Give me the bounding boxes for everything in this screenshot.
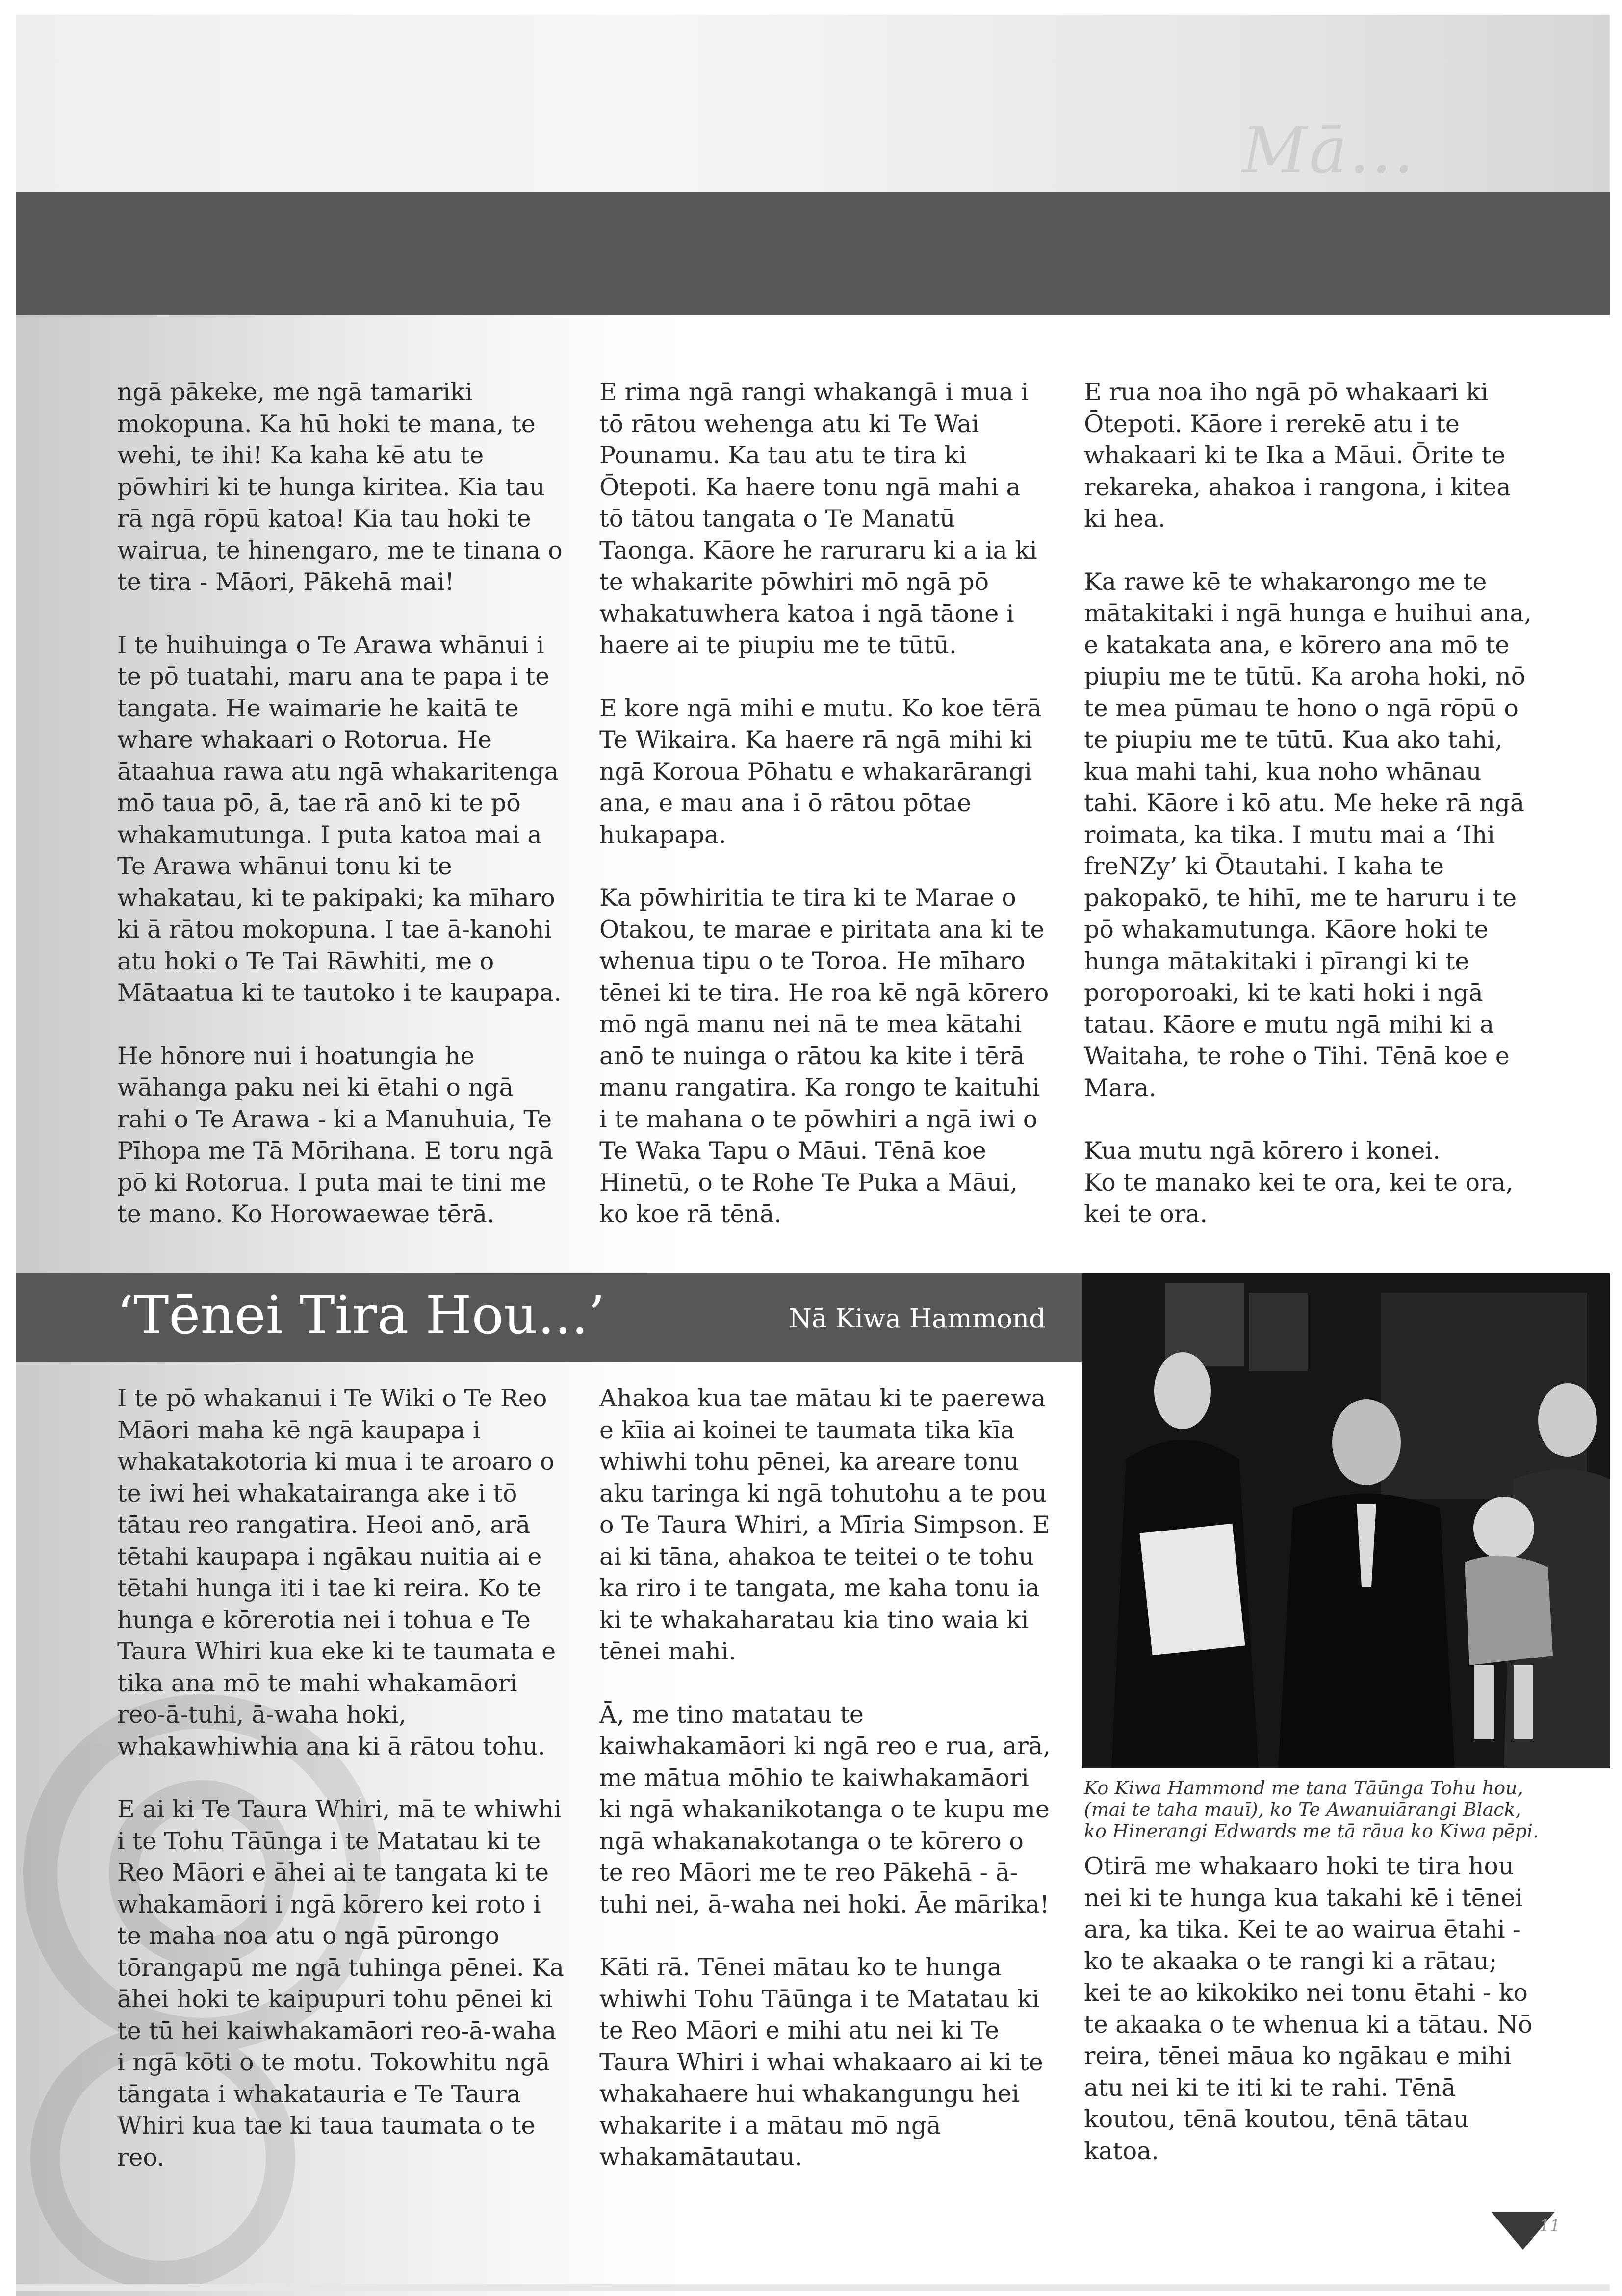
continued-column-1 bbox=[117, 377, 568, 1262]
article-byline: Nā Kiwa Hammond bbox=[789, 1304, 1046, 1334]
page-number: 11 bbox=[1539, 2216, 1561, 2236]
paragraph: I te huihuinga o Te Arawa whānui i te pō tuatahi, maru ana te papa i te tangata. He waimarie he kaitā te whare whakaari o Rotorua. He ātaahua rawa atu ngā whakaritenga mō taua pō, ā, tae rā anō ki te pō whakamutunga. I puta katoa mai a Te Arawa whānui tonu ki te whakatau, ki te pakipaki; ka mīharo ki ā rātou mokopuna. I tae ā-kanohi atu hoki o Te Tai Rāwhiti, me o Mātaatua ki te tautoko i te kaupapa. bbox=[117, 631, 562, 1007]
paragraph: He hōnore nui i hoatungia he wāhanga paku nei ki ētahi o ngā rahi o Te Arawa - ki a Manuhuia, Te Pīhopa me Tā Mōrihana. E toru ngā pō ki Rotorua. I puta mai te tini me te mano. Ko Horowaewae tērā. bbox=[117, 1042, 554, 1228]
bottom-stripe bbox=[16, 2284, 1610, 2291]
paragraph: Kua mutu ngā kōrero i konei. Ko te manako kei te ora, kei te ora, kei te ora. bbox=[1084, 1137, 1514, 1228]
paragraph: Kāti rā. Tēnei mātau ko te hunga whiwhi Tohu Tāūnga i te Matatau ki te Reo Māori e mihi atu nei ki Te Taura Whiri i whai whakaaro ai ki te whakahaere hui whakangungu hei whakarite i a mātau mō ngā whakamātautau. bbox=[599, 1953, 1043, 2171]
paragraph: Ka pōwhiritia te tira ki te Marae o Otakou, te marae e piritata ana ki te whenua tipu o te Toroa. He mīharo tēnei ki te tira. He roa kē ngā kōrero mō ngā manu nei nā te mea kātahi anō te nuinga o rātou ka kite i tērā manu rangatira. Ka rongo te kaituhi i te mahana o te pōwhiri a ngā iwi o Te Waka Tapu o Māui. Tēnā koe Hinetū, o te Rohe Te Puka a Māui, ko koe rā tēnā. bbox=[599, 884, 1049, 1228]
photo-illustration bbox=[1082, 1273, 1610, 1768]
article-photo bbox=[1082, 1273, 1610, 1768]
article-column-1 bbox=[117, 1383, 568, 2205]
paragraph: E rima ngā rangi whakangā i mua i tō rātou wehenga atu ki Te Wai Pounamu. Ka tau atu te tira ki Ōtepoti. Ka haere tonu ngā mahi a tō tātou tangata o Te Manatū Taonga. Kāore he raruraru ki a ia ki te whakarite pōwhiri mō ngā pō whakatuwhera katoa i ngā tāone i haere ai te piupiu me te tūtū. bbox=[599, 378, 1037, 659]
header-watermark: Mā... bbox=[1242, 113, 1416, 187]
paragraph: Otirā me whakaaro hoki te tira hou nei ki te hunga kua takahi kē i tēnei ara, ka tika. Kei te ao wairua ētahi - ko te akaaka o te rangi ki a rātau; kei te ao kikokiko nei tonu ētahi - ko te akaaka o te whenua ki a tātau. Nō reira, tēnei māua ko ngākau e mihi atu nei ki te iti ki te rahi. Tēnā koutou, tēnā koutou, tēnā tātau katoa. bbox=[1084, 1852, 1533, 2165]
article-title: ‘Tēnei Tira Hou...’ bbox=[117, 1285, 605, 1346]
header-artwork bbox=[16, 15, 1610, 192]
header-band bbox=[16, 192, 1610, 315]
paragraph: ngā pākeke, me ngā tamariki mokopuna. Ka hū hoki te mana, te wehi, te ihi! Ka kaha kē atu te pōwhiri ki te hunga kiritea. Kia tau rā ngā rōpū katoa! Kia tau hoki te wairua, te hinengaro, me te tinana o te tira - Māori, Pākehā mai! bbox=[117, 378, 563, 596]
continued-column-2 bbox=[599, 377, 1051, 1262]
paragraph: E kore ngā mihi e mutu. Ko koe tērā Te Wikaira. Ka haere rā ngā mihi ki ngā Koroua Pōhatu e whakarārangi ana, e mau ana i ō rātou pōtae hukapapa. bbox=[599, 694, 1042, 849]
article-column-2 bbox=[599, 1383, 1051, 2205]
page-number-badge bbox=[1491, 2212, 1561, 2251]
paper-top-margin bbox=[0, 0, 1622, 15]
paragraph: Ā, me tino matatau te kaiwhakamāori ki ngā reo e rua, arā, me mātua mōhio te kaiwhakamāori ki ngā whakanikotanga o te kupu me ngā whakanakotanga o te kōrero o te reo Māori me te reo Pākehā - ā-tuhi nei, ā-waha nei hoki. Āe mārika! bbox=[599, 1700, 1051, 1918]
paragraph: Ka rawe kē te whakarongo me te mātakitaki i ngā hunga e huihui ana, e katakata ana, e kōrero ana mō te piupiu me te tūtū. Ka aroha hoki, nō te mea pūmau te hono o ngā rōpū o te piupiu me te tūtū. Kua ako tahi, kua mahi tahi, kua noho whānau tahi. Kāore i kō atu. Me heke rā ngā roimata, ka tika. I mutu mai a ‘Ihi freNZy’ ki Ōtautahi. I kaha te pakopakō, te hihī, me te haruru i te pō whakamutunga. Kāore hoki te hunga mātakitaki i pīrangi ki te poroporoaki, ki te kati hoki i ngā tatau. Kāore e mutu ngā mihi ki a Waitaha, te rohe o Tihi. Tēnā koe e Mara. bbox=[1084, 567, 1532, 1102]
paper-left-margin bbox=[0, 0, 16, 2296]
paragraph: I te pō whakanui i Te Wiki o Te Reo Māori maha kē ngā kaupapa i whakatakotoria ki mua i te aroaro o te iwi hei whakatairanga ake i tō tātau reo rangatira. Heoi anō, arā tētahi kaupapa i ngākau nuitia ai e tētahi hunga iti i tae ki reira. Ko te hunga e kōrerotia nei i tohua e Te Taura Whiri kua eke ki te taumata e tika ana mō te mahi whakamāori reo-ā-tuhi, ā-waha hoki, whakawhiwhia ana ki ā rātou tohu. bbox=[117, 1384, 556, 1760]
paragraph: Ahakoa kua tae mātau ki te paerewa e kīia ai koinei te taumata tika kīa whiwhi tohu pēnei, ka areare tonu aku taringa ki ngā tohutohu a te pou o Te Taura Whiri, a Mīria Simpson. E ai ki tāna, ahakoa te teitei o te tohu ka riro i te tangata, me kaha tonu ia ki te whakaharatau kia tino waia ki tēnei mahi. bbox=[599, 1384, 1050, 1665]
continued-column-3 bbox=[1084, 377, 1540, 1262]
article-column-3 bbox=[1084, 1851, 1540, 2198]
paragraph: E ai ki Te Taura Whiri, mā te whiwhi i te Tohu Tāūnga i te Matatau ki te Reo Māori e āhei ai te tangata ki te whakamāori i ngā kōrero kei roto i te maha noa atu o ngā pūrongo tōrangapū me ngā tuhinga pēnei. Ka āhei hoki te kaipupuri tohu pēnei ki te tū hei kaiwhakamāori reo-ā-waha i ngā kōti o te motu. Tokowhitu ngā tāngata i whakatauria e Te Taura Whiri kua tae ki taua taumata o te reo. bbox=[117, 1795, 564, 2171]
paragraph: E rua noa iho ngā pō whakaari ki Ōtepoti. Kāore i rerekē atu i te whakaari ki te Ika a Māui. Ōrite te rekareka, ahakoa i rangona, i kitea ki hea. bbox=[1084, 378, 1511, 533]
photo-caption: Ko Kiwa Hammond me tana Tāūnga Tohu hou, (mai te taha mauī), ko Te Awanuiārangi Black, ko Hinerangi Edwards me tā rāua ko Kiwa pēpi. bbox=[1084, 1777, 1539, 1842]
